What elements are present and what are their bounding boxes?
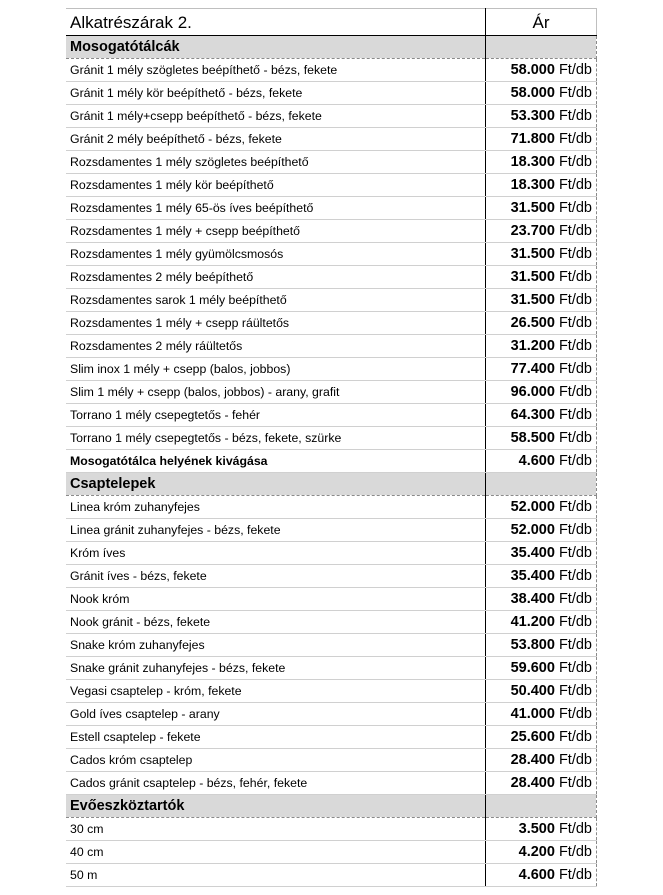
item-price-cell	[486, 59, 597, 82]
price-currency: Ft/db	[558, 683, 592, 699]
price-currency: Ft/db	[558, 591, 592, 607]
item-name-cell: Króm íves	[66, 542, 486, 565]
table-row	[66, 289, 597, 312]
price-amount: 41.000	[510, 706, 555, 722]
item-name-cell: 50 m	[66, 864, 486, 887]
item-name-cell: Rozsdamentes 1 mély 65-ös íves beépíthető	[66, 197, 486, 220]
table-row	[66, 496, 597, 519]
table-row	[66, 358, 597, 381]
item-name-cell: Torrano 1 mély csepegtetős - fehér	[66, 404, 486, 427]
price-currency: Ft/db	[558, 522, 592, 538]
item-name-cell: Rozsdamentes 2 mély ráültetős	[66, 335, 486, 358]
item-name-cell: Rozsdamentes 1 mély kör beépíthető	[66, 174, 486, 197]
price-currency: Ft/db	[558, 614, 592, 630]
item-name-cell: Slim inox 1 mély + csepp (balos, jobbos)	[66, 358, 486, 381]
item-name-cell: Rozsdamentes 1 mély + csepp ráültetős	[66, 312, 486, 335]
section-header-row	[66, 795, 597, 818]
section-title: Evőeszköztartók	[66, 795, 486, 818]
item-price-cell	[486, 680, 597, 703]
price-amount: 4.200	[518, 844, 555, 860]
price-amount: 3.500	[518, 821, 555, 837]
table-row	[66, 220, 597, 243]
item-name-cell: Linea gránit zuhanyfejes - bézs, fekete	[66, 519, 486, 542]
table-row	[66, 542, 597, 565]
sheet-title: Alkatrészárak 2.	[66, 9, 486, 36]
item-price-cell	[486, 197, 597, 220]
price-currency: Ft/db	[558, 568, 592, 584]
section-title: Mosogatótálcák	[66, 36, 486, 59]
item-price-cell	[486, 588, 597, 611]
price-amount: 31.500	[510, 246, 555, 262]
price-column-header: Ár	[486, 9, 597, 36]
price-amount: 23.700	[510, 223, 555, 239]
table-row	[66, 703, 597, 726]
price-currency: Ft/db	[558, 223, 592, 239]
table-row	[66, 427, 597, 450]
table-row	[66, 680, 597, 703]
table-row	[66, 749, 597, 772]
item-name-cell: Linea króm zuhanyfejes	[66, 496, 486, 519]
section-title: Csaptelepek	[66, 473, 486, 496]
item-price-cell	[486, 864, 597, 887]
price-currency: Ft/db	[558, 246, 592, 262]
price-amount: 18.300	[510, 177, 555, 193]
item-name-cell: Rozsdamentes sarok 1 mély beépíthető	[66, 289, 486, 312]
price-amount: 31.200	[510, 338, 555, 354]
item-price-cell	[486, 657, 597, 680]
item-price-cell	[486, 128, 597, 151]
table-row	[66, 82, 597, 105]
table-row	[66, 335, 597, 358]
price-currency: Ft/db	[558, 200, 592, 216]
price-currency: Ft/db	[558, 154, 592, 170]
table-row	[66, 772, 597, 795]
price-amount: 53.300	[510, 108, 555, 124]
section-header-row	[66, 36, 597, 59]
item-name-cell: Gránit 1 mély szögletes beépíthető - bézs, fekete	[66, 59, 486, 82]
item-price-cell	[486, 565, 597, 588]
item-price-cell	[486, 82, 597, 105]
table-row	[66, 726, 597, 749]
price-currency: Ft/db	[558, 85, 592, 101]
item-price-cell	[486, 611, 597, 634]
price-amount: 35.400	[510, 545, 555, 561]
price-currency: Ft/db	[558, 269, 592, 285]
item-name-cell: Snake gránit zuhanyfejes - bézs, fekete	[66, 657, 486, 680]
price-amount: 31.500	[510, 269, 555, 285]
table-row	[66, 243, 597, 266]
section-price-cell	[486, 473, 597, 496]
price-amount: 71.800	[510, 131, 555, 147]
price-currency: Ft/db	[558, 499, 592, 515]
table-row	[66, 105, 597, 128]
item-price-cell	[486, 703, 597, 726]
table-row	[66, 404, 597, 427]
price-currency: Ft/db	[558, 844, 592, 860]
item-price-cell	[486, 726, 597, 749]
price-amount: 4.600	[518, 453, 555, 469]
price-amount: 52.000	[510, 522, 555, 538]
item-name-cell: Cados króm csaptelep	[66, 749, 486, 772]
item-price-cell	[486, 818, 597, 841]
price-amount: 38.400	[510, 591, 555, 607]
price-currency: Ft/db	[558, 867, 592, 883]
item-price-cell	[486, 542, 597, 565]
price-currency: Ft/db	[558, 384, 592, 400]
table-row	[66, 197, 597, 220]
price-amount: 77.400	[510, 361, 555, 377]
price-amount: 18.300	[510, 154, 555, 170]
item-price-cell	[486, 220, 597, 243]
item-name-cell: Mosogatótálca helyének kivágása	[66, 450, 486, 473]
item-price-cell	[486, 151, 597, 174]
item-price-cell	[486, 749, 597, 772]
price-currency: Ft/db	[558, 821, 592, 837]
price-currency: Ft/db	[558, 545, 592, 561]
price-currency: Ft/db	[558, 453, 592, 469]
price-amount: 58.000	[510, 85, 555, 101]
item-price-cell	[486, 243, 597, 266]
item-name-cell: Gold íves csaptelep - arany	[66, 703, 486, 726]
item-price-cell	[486, 841, 597, 864]
price-amount: 26.500	[510, 315, 555, 331]
item-price-cell	[486, 289, 597, 312]
table-row	[66, 634, 597, 657]
price-amount: 28.400	[510, 775, 555, 791]
item-name-cell: Slim 1 mély + csepp (balos, jobbos) - arany, grafit	[66, 381, 486, 404]
price-amount: 53.800	[510, 637, 555, 653]
price-currency: Ft/db	[558, 752, 592, 768]
price-amount: 4.600	[518, 867, 555, 883]
price-amount: 25.600	[510, 729, 555, 745]
item-price-cell	[486, 381, 597, 404]
table-row	[66, 841, 597, 864]
price-amount: 59.600	[510, 660, 555, 676]
item-name-cell: Gránit 1 mély+csepp beépíthető - bézs, fekete	[66, 105, 486, 128]
item-name-cell: Nook gránit - bézs, fekete	[66, 611, 486, 634]
price-currency: Ft/db	[558, 637, 592, 653]
price-amount: 41.200	[510, 614, 555, 630]
item-price-cell	[486, 404, 597, 427]
item-price-cell	[486, 519, 597, 542]
table-row	[66, 818, 597, 841]
table-row	[66, 565, 597, 588]
table-row	[66, 151, 597, 174]
item-price-cell	[486, 312, 597, 335]
table-row	[66, 657, 597, 680]
item-name-cell: Gránit 2 mély beépíthető - bézs, fekete	[66, 128, 486, 151]
item-price-cell	[486, 427, 597, 450]
item-name-cell: Rozsdamentes 1 mély + csepp beépíthető	[66, 220, 486, 243]
price-currency: Ft/db	[558, 338, 592, 354]
price-currency: Ft/db	[558, 775, 592, 791]
table-row	[66, 128, 597, 151]
price-amount: 28.400	[510, 752, 555, 768]
price-currency: Ft/db	[558, 315, 592, 331]
price-list-table	[66, 8, 597, 887]
price-amount: 58.500	[510, 430, 555, 446]
price-currency: Ft/db	[558, 729, 592, 745]
table-row	[66, 266, 597, 289]
item-price-cell	[486, 266, 597, 289]
table-row	[66, 174, 597, 197]
table-row	[66, 450, 597, 473]
price-amount: 31.500	[510, 200, 555, 216]
price-currency: Ft/db	[558, 292, 592, 308]
price-currency: Ft/db	[558, 177, 592, 193]
item-name-cell: Gránit íves - bézs, fekete	[66, 565, 486, 588]
item-price-cell	[486, 174, 597, 197]
table-header-row	[66, 9, 597, 36]
item-name-cell: Rozsdamentes 2 mély beépíthető	[66, 266, 486, 289]
item-name-cell: Cados gránit csaptelep - bézs, fehér, fekete	[66, 772, 486, 795]
item-name-cell: Gránit 1 mély kör beépíthető - bézs, fekete	[66, 82, 486, 105]
price-amount: 96.000	[510, 384, 555, 400]
price-currency: Ft/db	[558, 108, 592, 124]
item-price-cell	[486, 335, 597, 358]
item-name-cell: 30 cm	[66, 818, 486, 841]
price-currency: Ft/db	[558, 407, 592, 423]
item-name-cell: Rozsdamentes 1 mély gyümölcsmosós	[66, 243, 486, 266]
section-price-cell	[486, 36, 597, 59]
price-amount: 52.000	[510, 499, 555, 515]
item-price-cell	[486, 450, 597, 473]
table-row	[66, 381, 597, 404]
price-amount: 50.400	[510, 683, 555, 699]
price-amount: 64.300	[510, 407, 555, 423]
price-currency: Ft/db	[558, 430, 592, 446]
price-currency: Ft/db	[558, 706, 592, 722]
section-header-row	[66, 473, 597, 496]
price-currency: Ft/db	[558, 361, 592, 377]
table-row	[66, 864, 597, 887]
table-row	[66, 611, 597, 634]
price-amount: 35.400	[510, 568, 555, 584]
item-name-cell: Rozsdamentes 1 mély szögletes beépíthető	[66, 151, 486, 174]
item-price-cell	[486, 772, 597, 795]
item-name-cell: Nook króm	[66, 588, 486, 611]
item-name-cell: 40 cm	[66, 841, 486, 864]
item-price-cell	[486, 496, 597, 519]
table-row	[66, 588, 597, 611]
table-row	[66, 519, 597, 542]
price-currency: Ft/db	[558, 62, 592, 78]
item-name-cell: Torrano 1 mély csepegtetős - bézs, fekete, szürke	[66, 427, 486, 450]
item-price-cell	[486, 105, 597, 128]
price-currency: Ft/db	[558, 131, 592, 147]
table-row	[66, 59, 597, 82]
item-name-cell: Estell csaptelep - fekete	[66, 726, 486, 749]
price-amount: 31.500	[510, 292, 555, 308]
price-amount: 58.000	[510, 62, 555, 78]
item-name-cell: Vegasi csaptelep - króm, fekete	[66, 680, 486, 703]
table-row	[66, 312, 597, 335]
price-currency: Ft/db	[558, 660, 592, 676]
item-price-cell	[486, 634, 597, 657]
section-price-cell	[486, 795, 597, 818]
item-name-cell: Snake króm zuhanyfejes	[66, 634, 486, 657]
item-price-cell	[486, 358, 597, 381]
